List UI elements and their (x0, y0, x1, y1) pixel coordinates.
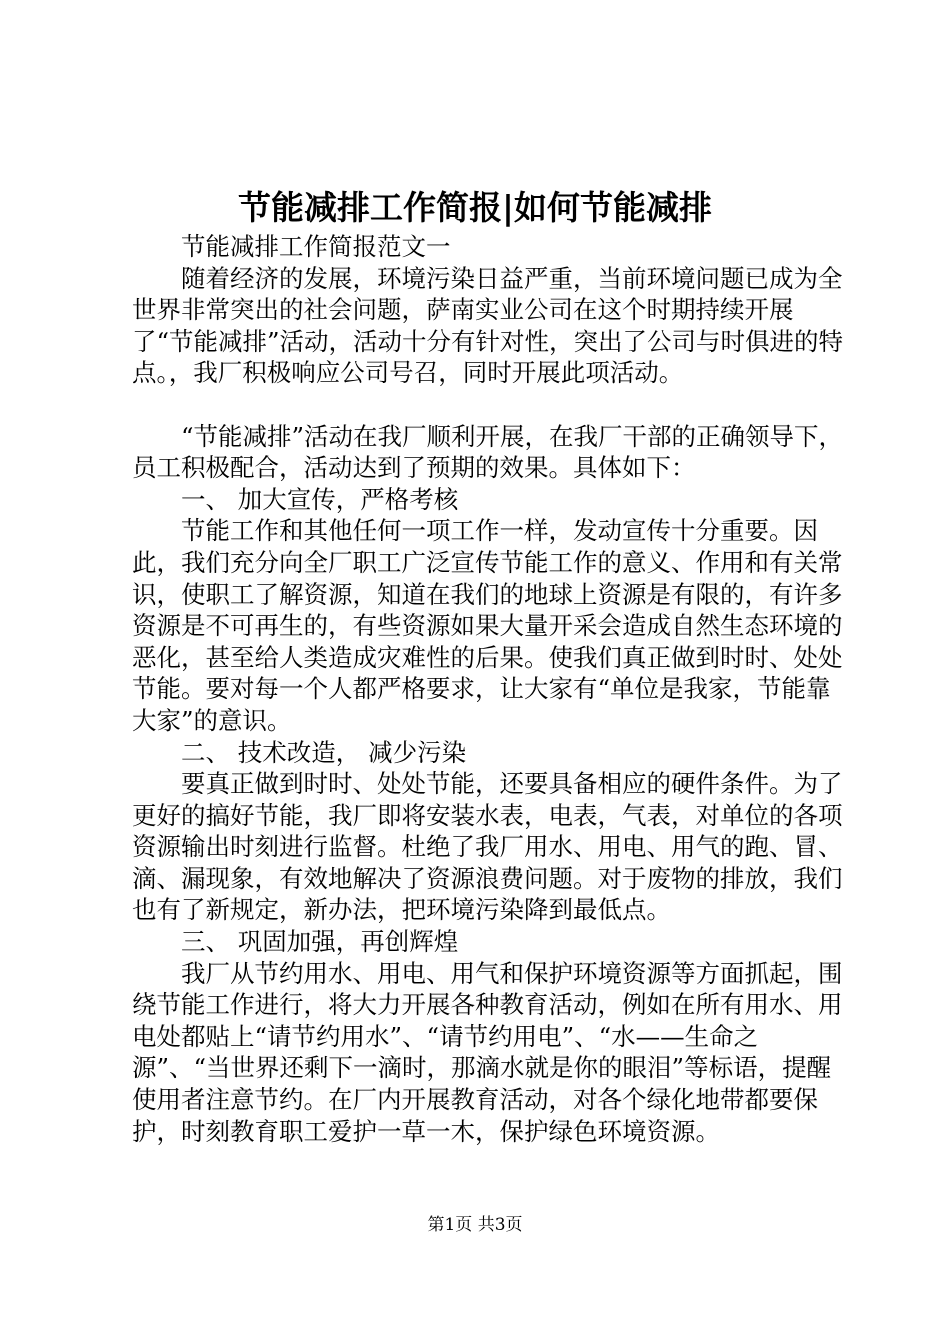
page-number-footer: 第1页 共3页 (427, 1215, 523, 1235)
section-heading-2: 二、 技术改造， 减少污染 (181, 737, 467, 767)
body-paragraph: “节能减排”活动在我厂顺利开展，在我厂干部的正确领导下，员工积极配合，活动达到了预期的效果。具体如下： (132, 421, 844, 483)
document-body (132, 231, 844, 1147)
document-title: 节能减排工作简报|如何节能减排 (237, 188, 712, 227)
body-subtitle: 节能减排工作简报范文一 (181, 232, 451, 261)
body-paragraph: 节能工作和其他任何一项工作一样，发动宣传十分重要。因此，我们充分向全厂职工广泛宣传节能工作的意义、作用和有关常识，使职工了解资源，知道在我们的地球上资源是有限的，有许多资源是不可再生的，有些资源如果大量开采会造成自然生态环境的恶化，甚至给人类造成灾难性的后果。使我们真正做到时时、处处节能。要对每一个人都严格要求，让大家有“单位是我家，节能靠大家”的意识。 (132, 516, 843, 735)
section-heading-1: 一、 加大宣传，严格考核 (181, 484, 459, 514)
body-paragraph: 我厂从节约用水、用电、用气和保护环境资源等方面抓起，围绕节能工作进行，将大力开展各种教育活动，例如在所有用水、用电处都贴上“请节约用水”、“请节约用电”、“水——生命之源”、“当世界还剩下一滴时，那滴水就是你的眼泪”等标语，提醒使用者注意节约。在厂内开展教育活动，对各个绿化地带都要保护，时刻教育职工爱护一草一木，保护绿色环境资源。 (132, 958, 843, 1146)
section-heading-3: 三、 巩固加强，再创辉煌 (181, 927, 459, 957)
body-paragraph: 要真正做到时时、处处节能，还要具备相应的硬件条件。为了更好的搞好节能，我厂即将安装水表，电表，气表，对单位的各项资源输出时刻进行监督。杜绝了我厂用水、用电、用气的跑、冒、滴、漏现象，有效地解决了资源浪费问题。对于废物的排放，我们也有了新规定，新办法，把环境污染降到最低点。 (132, 769, 843, 925)
body-paragraph: 随着经济的发展，环境污染日益严重，当前环境问题已成为全世界非常突出的社会问题，萨南实业公司在这个时期持续开展了“节能减排”活动，活动十分有针对性，突出了公司与时俱进的特点。，我厂积极响应公司号召，同时开展此项活动。 (132, 263, 844, 388)
